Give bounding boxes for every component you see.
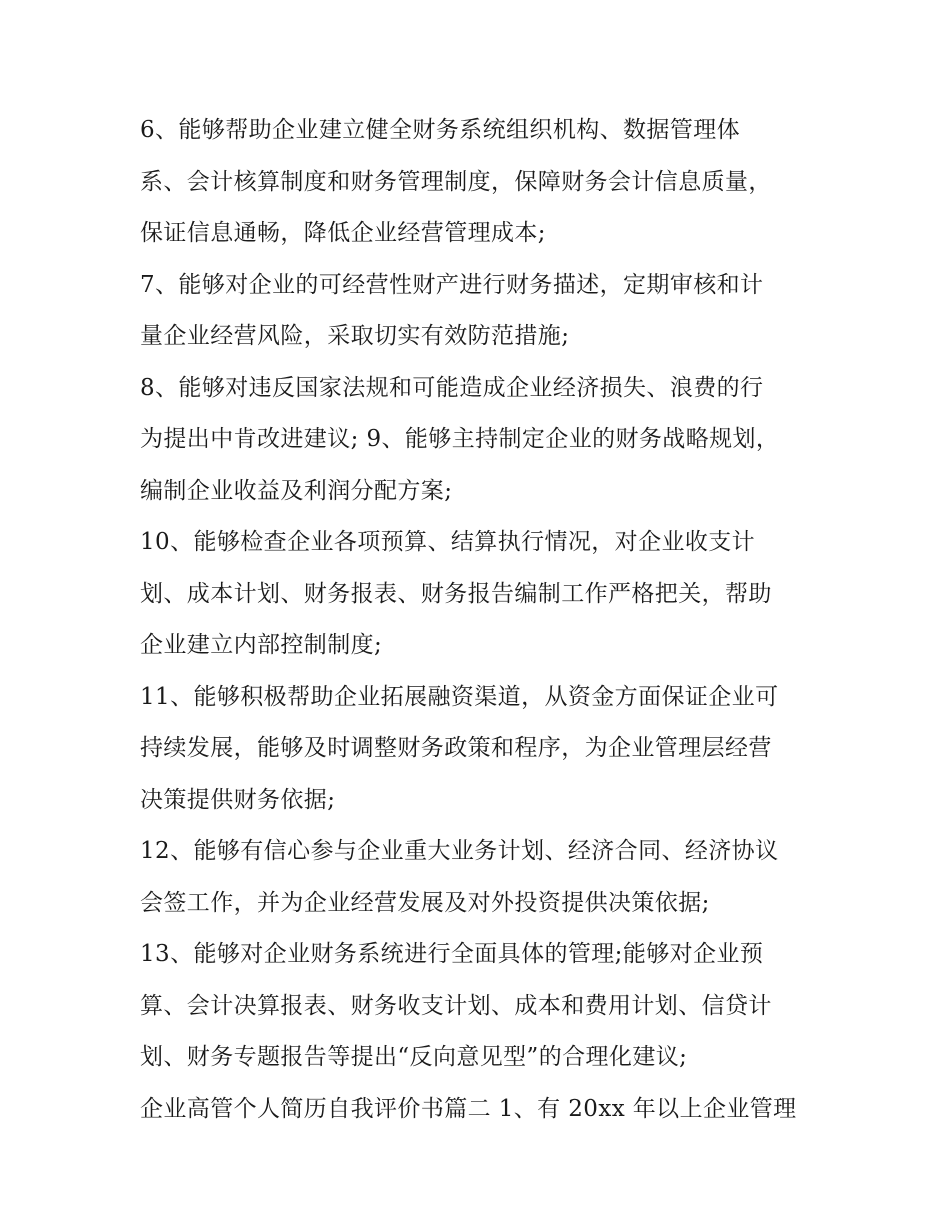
text-line: 13、能够对企业财务系统进行全面具体的管理;能够对企业预 — [140, 941, 764, 967]
text-line: 划、成本计划、财务报表、财务报告编制工作严格把关，帮助 — [140, 580, 772, 607]
text-line: 企业建立内部控制制度; — [140, 632, 383, 658]
text-line: 量企业经营风险，采取切实有效防范措施; — [140, 323, 570, 349]
document-body — [140, 110, 830, 1140]
text-line: 11、能够积极帮助企业拓展融资渠道，从资金方面保证企业可 — [140, 683, 779, 710]
text-line: 12、能够有信心参与企业重大业务计划、经济合同、经济协议 — [140, 838, 779, 864]
text-line: 会签工作，并为企业经营发展及对外投资提供决策依据; — [140, 889, 710, 916]
text-line: 持续发展，能够及时调整财务政策和程序，为企业管理层经营 — [140, 735, 772, 761]
text-line: 为提出中肯改进建议; 9、能够主持制定企业的财务战略规划， — [140, 426, 780, 452]
text-line: 企业高管个人简历自我评价书篇二 1、有 20xx 年以上企业管理 — [140, 1095, 797, 1122]
text-line: 算、会计决算报表、财务收支计划、成本和费用计划、信贷计 — [140, 992, 772, 1019]
text-line: 划、财务专题报告等提出“反向意见型”的合理化建议; — [140, 1044, 688, 1070]
text-line: 系、会计核算制度和财务管理制度，保障财务会计信息质量， — [140, 168, 772, 195]
text-line: 7、能够对企业的可经营性财产进行财务描述，定期审核和计 — [140, 271, 764, 298]
text-line: 10、能够检查企业各项预算、结算执行情况，对企业收支计 — [140, 529, 756, 555]
text-line: 保证信息通畅，降低企业经营管理成本; — [140, 220, 546, 246]
text-line: 决策提供财务依据; — [140, 786, 336, 813]
text-line: 6、能够帮助企业建立健全财务系统组织机构、数据管理体 — [140, 117, 741, 143]
text-line: 编制企业收益及利润分配方案; — [140, 477, 453, 504]
text-line: 8、能够对违反国家法规和可能造成企业经济损失、浪费的行 — [140, 374, 764, 401]
